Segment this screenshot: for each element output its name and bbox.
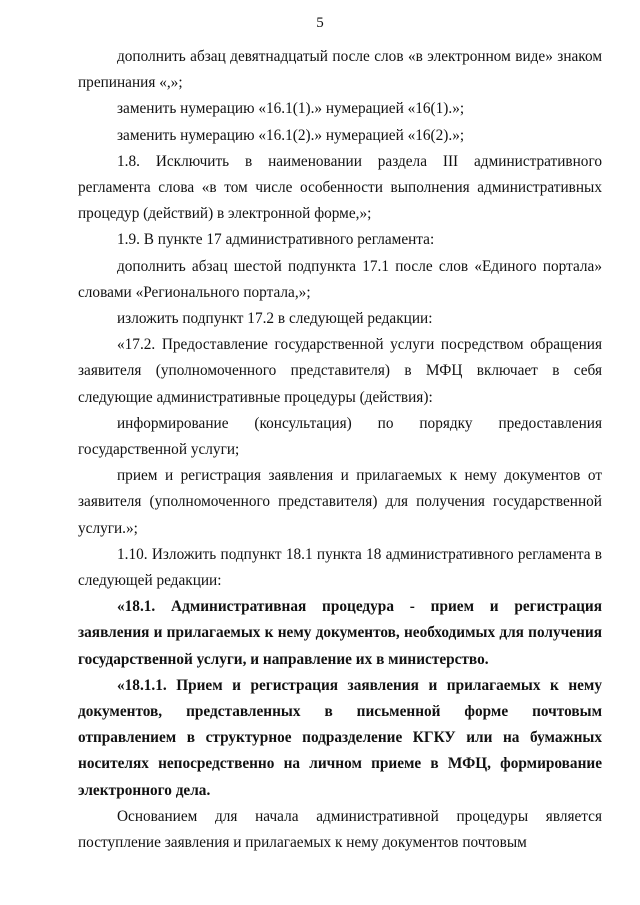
paragraph: изложить подпункт 17.2 в следующей редакции:	[117, 310, 433, 328]
paragraph: 1.9. В пункте 17 административного регламента:	[117, 231, 435, 249]
paragraph: заменить нумерацию «16.1(1).» нумерацией «16(1).»;	[117, 100, 465, 118]
paragraph: дополнить абзац шестой подпункта 17.1 после слов «Единого портала» словами «Регионального портала,»;	[78, 257, 602, 301]
page-number: 5	[316, 15, 324, 31]
paragraph: информирование (консультация) по порядку предоставления государственной услуги;	[78, 414, 602, 459]
paragraph: заменить нумерацию «16.1(2).» нумерацией «16(2).»;	[117, 126, 465, 144]
paragraph: 1.8. Исключить в наименовании раздела III административного регламента слова «в том числе особенности выполнения административных процедур (действий) в электронной форме,»;	[78, 152, 602, 223]
paragraph: Основанием для начала административной процедуры является поступление заявления и прилагаемых к нему документов почтовым	[78, 807, 602, 852]
paragraph: «17.2. Предоставление государственной услуги посредством обращения заявителя (уполномоченного представителя) в МФЦ включает в себя следующие административные процедуры (действия):	[78, 336, 602, 406]
paragraph: 1.10. Изложить подпункт 18.1 пункта 18 административного регламента в следующей редакции:	[78, 545, 602, 590]
paragraph-bold: «18.1. Административная процедура - прием и регистрация заявления и прилагаемых к нему документов, необходимых для получения государственной услуги, и направление их в министерство.	[78, 598, 602, 668]
document-body	[78, 44, 602, 856]
paragraph-bold: «18.1.1. Прием и регистрация заявления и прилагаемых к нему документов, представленных в письменной форме почтовым отправлением в структурное подразделение КГКУ или на бумажных носителях непосредственно на личном приеме в МФЦ, формирование электронного дела.	[78, 676, 602, 799]
paragraph: прием и регистрация заявления и прилагаемых к нему документов от заявителя (уполномоченного представителя) для получения государственной услуги.»;	[78, 467, 602, 537]
paragraph: дополнить абзац девятнадцатый после слов «в электронном виде» знаком препинания «,»;	[78, 48, 602, 92]
